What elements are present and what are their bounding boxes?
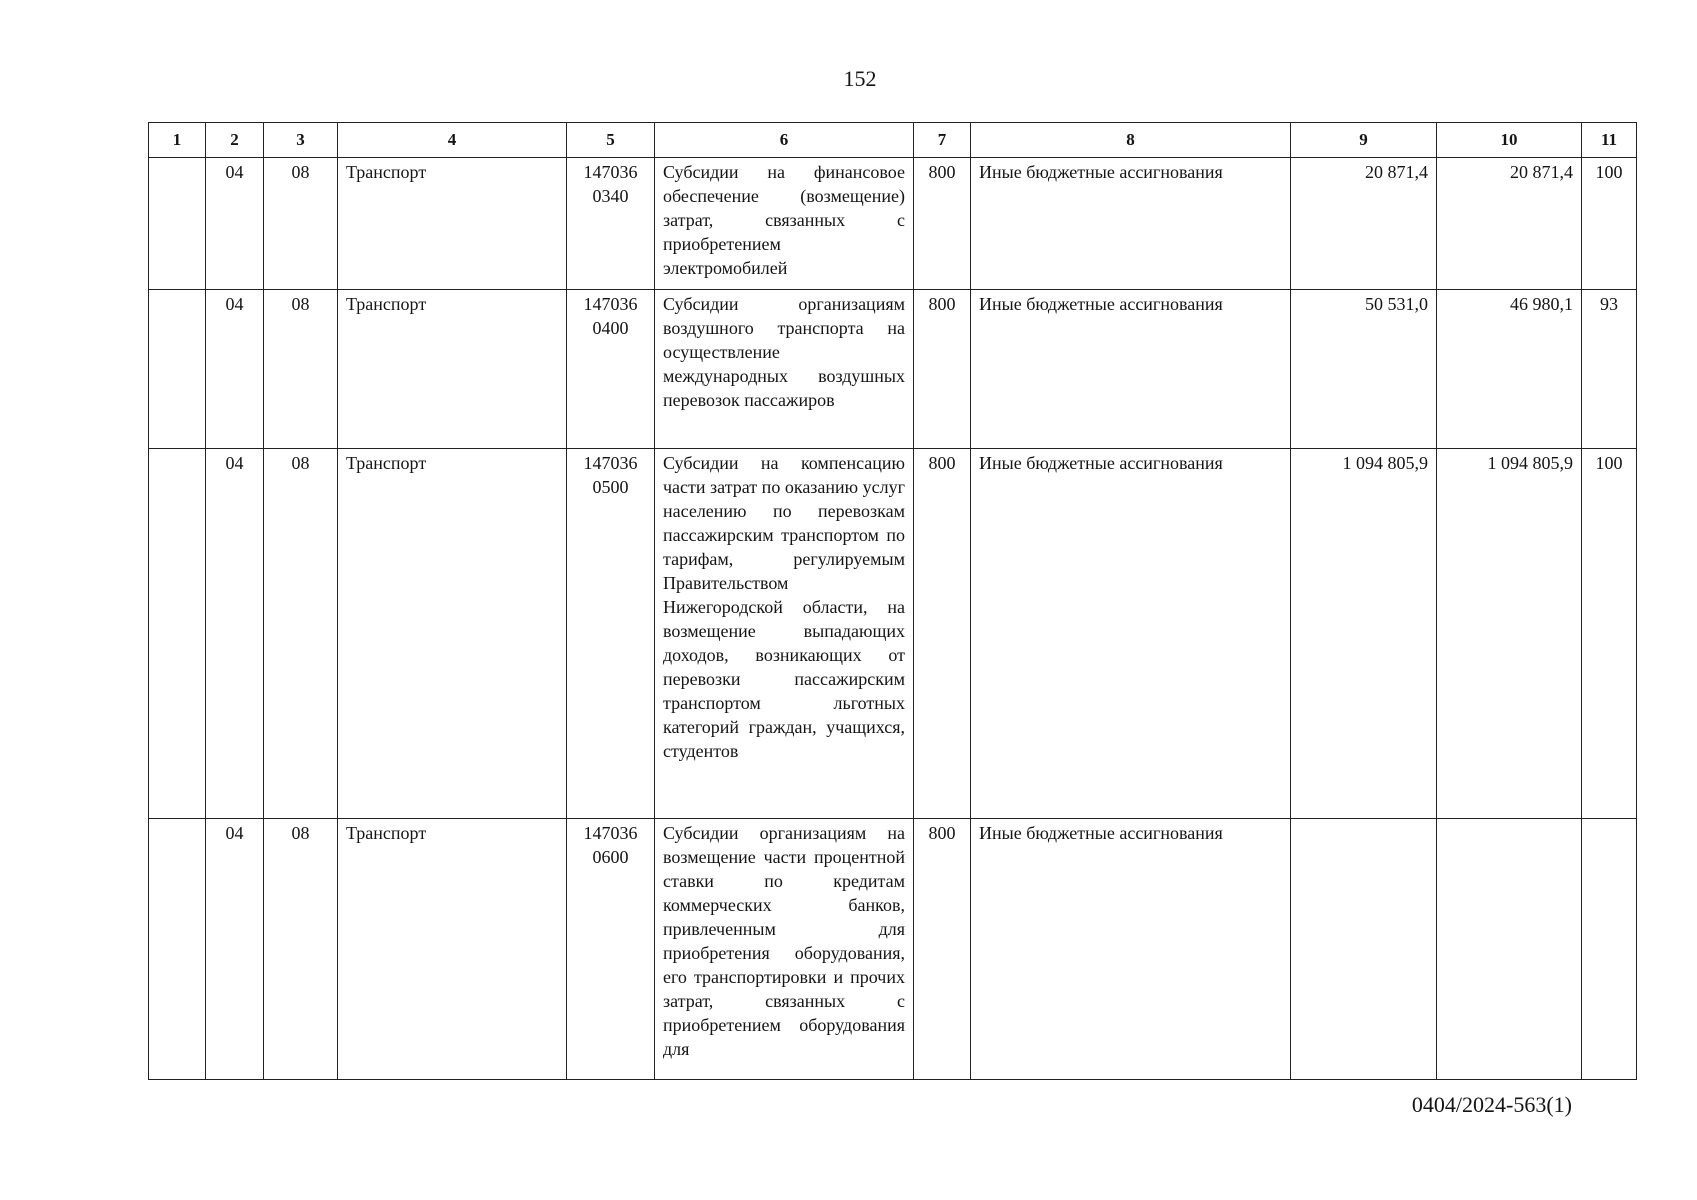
code-part-1: 147036: [583, 823, 638, 843]
cell-target-code: [567, 449, 655, 819]
cell-description: Субсидии организациям воздушного транспорта на осуществление международных воздушных перевозок пассажиров: [655, 290, 914, 449]
code-part-1: 147036: [583, 294, 638, 314]
cell-planned: 50 531,0: [1291, 290, 1437, 449]
cell-col-1: [149, 158, 206, 290]
cell-name: Транспорт: [338, 290, 567, 449]
cell-percent: 100: [1582, 158, 1637, 290]
cell-planned: 1 094 805,9: [1291, 449, 1437, 819]
table-row: [149, 290, 1637, 449]
table-row: [149, 449, 1637, 819]
cell-planned: 20 871,4: [1291, 158, 1437, 290]
cell-expense-type: 800: [914, 449, 971, 819]
cell-description: Субсидии на компенсацию части затрат по оказанию услуг населению по перевозкам пассажирским транспортом по тарифам, регулируемым Правительством Нижегородской области, на возмещение выпадающих доходов, возникающих от перевозки пассажирским транспортом льготных категорий граждан, учащихся, студентов: [655, 449, 914, 819]
header-col-5: 5: [567, 123, 655, 158]
cell-col-1: [149, 290, 206, 449]
cell-name: Транспорт: [338, 158, 567, 290]
cell-percent: [1582, 819, 1637, 1080]
cell-target-code: [567, 158, 655, 290]
cell-target-code: [567, 819, 655, 1080]
header-col-1: 1: [149, 123, 206, 158]
cell-section: 04: [206, 290, 264, 449]
cell-target-code: [567, 290, 655, 449]
cell-description: Субсидии на финансовое обеспечение (возмещение) затрат, связанных с приобретением электромобилей: [655, 158, 914, 290]
cell-subsection: 08: [264, 819, 338, 1080]
code-part-2: 0400: [592, 318, 629, 338]
cell-percent: 93: [1582, 290, 1637, 449]
table-row: [149, 158, 1637, 290]
header-col-4: 4: [338, 123, 567, 158]
cell-actual: 20 871,4: [1437, 158, 1582, 290]
document-code: 0404/2024-563(1): [1411, 1092, 1572, 1117]
header-row: [149, 123, 1637, 158]
header-col-6: 6: [655, 123, 914, 158]
table-row: [149, 819, 1637, 1080]
cell-col-1: [149, 819, 206, 1080]
code-part-2: 0340: [592, 186, 629, 206]
cell-section: 04: [206, 158, 264, 290]
header-col-3: 3: [264, 123, 338, 158]
cell-expense-name: Иные бюджетные ассигнования: [971, 819, 1291, 1080]
header-col-11: 11: [1582, 123, 1637, 158]
cell-subsection: 08: [264, 449, 338, 819]
header-col-8: 8: [971, 123, 1291, 158]
header-col-10: 10: [1437, 123, 1582, 158]
cell-actual: 46 980,1: [1437, 290, 1582, 449]
cell-name: Транспорт: [338, 449, 567, 819]
cell-actual: 1 094 805,9: [1437, 449, 1582, 819]
cell-planned: [1291, 819, 1437, 1080]
budget-table: [148, 122, 1637, 1080]
cell-expense-name: Иные бюджетные ассигнования: [971, 158, 1291, 290]
header-col-7: 7: [914, 123, 971, 158]
code-part-2: 0600: [592, 847, 629, 867]
cell-col-1: [149, 449, 206, 819]
cell-expense-type: 800: [914, 290, 971, 449]
cell-subsection: 08: [264, 290, 338, 449]
cell-subsection: 08: [264, 158, 338, 290]
code-part-1: 147036: [583, 453, 638, 473]
header-col-2: 2: [206, 123, 264, 158]
cell-section: 04: [206, 819, 264, 1080]
code-part-2: 0500: [592, 477, 629, 497]
cell-percent: 100: [1582, 449, 1637, 819]
cell-description: Субсидии организациям на возмещение части процентной ставки по кредитам коммерческих банков, привлеченным для приобретения оборудования, его транспортировки и прочих затрат, связанных с приобретением оборудования для: [655, 819, 914, 1080]
cell-name: Транспорт: [338, 819, 567, 1080]
cell-expense-name: Иные бюджетные ассигнования: [971, 290, 1291, 449]
header-col-9: 9: [1291, 123, 1437, 158]
cell-expense-type: 800: [914, 158, 971, 290]
page-number: 152: [843, 66, 877, 91]
cell-section: 04: [206, 449, 264, 819]
code-part-1: 147036: [583, 162, 638, 182]
cell-expense-name: Иные бюджетные ассигнования: [971, 449, 1291, 819]
cell-expense-type: 800: [914, 819, 971, 1080]
cell-actual: [1437, 819, 1582, 1080]
